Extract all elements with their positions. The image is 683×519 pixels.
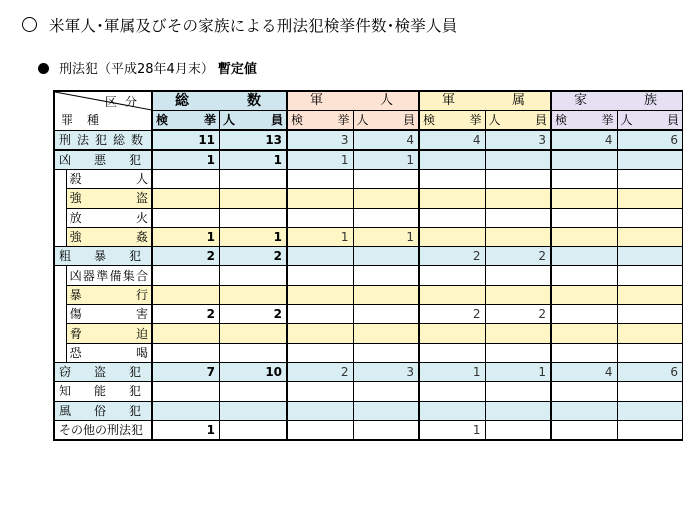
value-cell <box>220 285 288 304</box>
value-cell <box>617 420 683 440</box>
value-cell <box>419 401 485 420</box>
value-cell <box>419 150 485 170</box>
value-cell <box>220 266 288 285</box>
value-cell: 3 <box>485 130 551 150</box>
value-cell <box>220 382 288 401</box>
value-cell: 1 <box>152 420 220 440</box>
table-row <box>54 150 683 170</box>
value-cell <box>485 150 551 170</box>
value-cell <box>152 189 220 208</box>
value-cell <box>287 247 353 266</box>
value-cell: 1 <box>287 150 353 170</box>
value-cell <box>419 382 485 401</box>
value-cell <box>551 247 617 266</box>
value-cell: 1 <box>419 420 485 440</box>
row-label: 凶器準備集合 <box>66 266 152 285</box>
value-cell <box>485 227 551 246</box>
value-cell: 2 <box>287 362 353 381</box>
value-cell <box>287 324 353 343</box>
table-row <box>54 227 683 246</box>
value-cell <box>551 208 617 227</box>
value-cell <box>353 382 419 401</box>
value-cell <box>152 401 220 420</box>
value-cell <box>220 401 288 420</box>
row-label: 知能犯 <box>54 382 152 401</box>
value-cell <box>617 227 683 246</box>
value-cell <box>419 170 485 189</box>
bullet-icon <box>38 63 49 74</box>
value-cell <box>419 266 485 285</box>
header-sub: 検挙 <box>551 111 617 131</box>
value-cell <box>485 401 551 420</box>
header-sub: 検挙 <box>419 111 485 131</box>
value-cell: 1 <box>353 227 419 246</box>
value-cell: 1 <box>152 150 220 170</box>
value-cell <box>287 401 353 420</box>
header-group-soldier: 軍 人 <box>287 91 419 111</box>
value-cell: 1 <box>485 362 551 381</box>
header-group-civilian: 軍 属 <box>419 91 551 111</box>
value-cell <box>287 382 353 401</box>
value-cell <box>419 324 485 343</box>
value-cell <box>617 343 683 362</box>
row-label: 粗暴犯 <box>54 247 152 266</box>
value-cell <box>551 266 617 285</box>
value-cell <box>617 170 683 189</box>
header-sub: 検挙 <box>287 111 353 131</box>
value-cell <box>551 401 617 420</box>
value-cell <box>551 170 617 189</box>
value-cell <box>287 420 353 440</box>
value-cell <box>287 343 353 362</box>
header-group-family: 家 族 <box>551 91 683 111</box>
table-row <box>54 362 683 381</box>
value-cell: 2 <box>419 305 485 324</box>
value-cell <box>617 285 683 304</box>
value-cell: 2 <box>485 305 551 324</box>
value-cell <box>353 247 419 266</box>
value-cell <box>220 189 288 208</box>
page-title <box>22 14 457 36</box>
table-row <box>54 401 683 420</box>
row-label: 恐喝 <box>66 343 152 362</box>
value-cell <box>220 343 288 362</box>
status-label: 暫定値 <box>217 62 257 77</box>
table-row <box>54 382 683 401</box>
table-row <box>54 266 683 285</box>
value-cell <box>485 382 551 401</box>
value-cell <box>617 247 683 266</box>
value-cell <box>152 170 220 189</box>
value-cell <box>220 324 288 343</box>
header-sub: 検挙 <box>152 111 220 131</box>
value-cell <box>419 285 485 304</box>
table-row <box>54 208 683 227</box>
value-cell <box>485 170 551 189</box>
value-cell <box>152 285 220 304</box>
table-row <box>54 420 683 440</box>
row-label: 放火 <box>66 208 152 227</box>
value-cell <box>551 285 617 304</box>
value-cell <box>152 382 220 401</box>
table-row <box>54 343 683 362</box>
value-cell <box>551 227 617 246</box>
value-cell <box>419 208 485 227</box>
value-cell: 1 <box>220 227 288 246</box>
value-cell <box>485 189 551 208</box>
value-cell: 4 <box>551 362 617 381</box>
table-row <box>54 130 683 150</box>
value-cell: 2 <box>220 247 288 266</box>
row-label: 暴行 <box>66 285 152 304</box>
value-cell <box>353 401 419 420</box>
value-cell: 2 <box>485 247 551 266</box>
value-cell <box>287 285 353 304</box>
value-cell: 2 <box>220 305 288 324</box>
row-label: 傷害 <box>66 305 152 324</box>
value-cell <box>551 343 617 362</box>
table-row <box>54 189 683 208</box>
value-cell <box>617 382 683 401</box>
value-cell <box>485 285 551 304</box>
header-sub: 人員 <box>617 111 683 131</box>
value-cell: 6 <box>617 130 683 150</box>
table-body <box>54 130 683 440</box>
row-label: その他の刑法犯 <box>54 420 152 440</box>
table-row <box>54 305 683 324</box>
value-cell: 13 <box>220 130 288 150</box>
value-cell <box>485 208 551 227</box>
header-sub: 人員 <box>220 111 288 131</box>
value-cell: 4 <box>353 130 419 150</box>
value-cell <box>551 189 617 208</box>
value-cell <box>287 170 353 189</box>
value-cell <box>617 305 683 324</box>
row-label: 強姦 <box>66 227 152 246</box>
value-cell <box>152 343 220 362</box>
value-cell <box>617 401 683 420</box>
value-cell <box>353 324 419 343</box>
value-cell <box>353 266 419 285</box>
row-label: 殺人 <box>66 170 152 189</box>
header-zaishu: 罪種 <box>61 112 114 127</box>
value-cell: 1 <box>152 227 220 246</box>
value-cell <box>617 266 683 285</box>
row-label: 風俗犯 <box>54 401 152 420</box>
indent-cell <box>54 170 66 247</box>
value-cell <box>220 170 288 189</box>
value-cell: 4 <box>419 130 485 150</box>
value-cell <box>287 305 353 324</box>
value-cell <box>617 150 683 170</box>
value-cell <box>353 189 419 208</box>
value-cell <box>287 208 353 227</box>
value-cell: 2 <box>419 247 485 266</box>
table-row <box>54 324 683 343</box>
row-label: 窃盗犯 <box>54 362 152 381</box>
value-cell: 2 <box>152 247 220 266</box>
value-cell <box>551 420 617 440</box>
statistics-table <box>53 90 683 441</box>
value-cell: 3 <box>287 130 353 150</box>
value-cell <box>551 150 617 170</box>
value-cell <box>617 208 683 227</box>
value-cell: 7 <box>152 362 220 381</box>
value-cell <box>485 324 551 343</box>
value-cell <box>287 189 353 208</box>
value-cell: 2 <box>152 305 220 324</box>
value-cell <box>485 420 551 440</box>
table-row <box>54 170 683 189</box>
title-text: 米軍人･軍属及びその家族による刑法犯検挙件数･検挙人員 <box>49 17 458 35</box>
value-cell <box>551 305 617 324</box>
table-row <box>54 285 683 304</box>
value-cell <box>485 343 551 362</box>
value-cell <box>152 208 220 227</box>
value-cell <box>353 343 419 362</box>
value-cell <box>353 285 419 304</box>
indent-cell <box>54 266 66 362</box>
value-cell <box>353 208 419 227</box>
row-label: 脅迫 <box>66 324 152 343</box>
value-cell <box>353 305 419 324</box>
value-cell <box>617 324 683 343</box>
value-cell <box>551 382 617 401</box>
value-cell: 1 <box>287 227 353 246</box>
value-cell <box>551 324 617 343</box>
row-label: 凶悪犯 <box>54 150 152 170</box>
row-label: 強盗 <box>66 189 152 208</box>
value-cell <box>419 343 485 362</box>
value-cell <box>220 208 288 227</box>
value-cell <box>220 420 288 440</box>
value-cell: 10 <box>220 362 288 381</box>
value-cell: 1 <box>220 150 288 170</box>
subtitle <box>38 58 257 77</box>
value-cell <box>419 189 485 208</box>
value-cell: 1 <box>419 362 485 381</box>
value-cell <box>287 266 353 285</box>
header-corner <box>54 91 152 130</box>
row-label: 刑法犯総数 <box>54 130 152 150</box>
value-cell <box>485 266 551 285</box>
circle-icon <box>22 17 37 32</box>
value-cell: 4 <box>551 130 617 150</box>
value-cell: 11 <box>152 130 220 150</box>
header-sub: 人員 <box>353 111 419 131</box>
value-cell <box>617 189 683 208</box>
value-cell: 3 <box>353 362 419 381</box>
header-kubun: 区分 <box>105 95 146 109</box>
header-sub: 人員 <box>485 111 551 131</box>
value-cell <box>353 420 419 440</box>
value-cell <box>152 324 220 343</box>
value-cell <box>353 170 419 189</box>
subtitle-label: 刑法犯（平成28年4月末） <box>59 62 214 77</box>
value-cell <box>152 266 220 285</box>
value-cell <box>419 227 485 246</box>
header-group-total: 総 数 <box>152 91 287 111</box>
value-cell: 6 <box>617 362 683 381</box>
value-cell: 1 <box>353 150 419 170</box>
table-row <box>54 247 683 266</box>
